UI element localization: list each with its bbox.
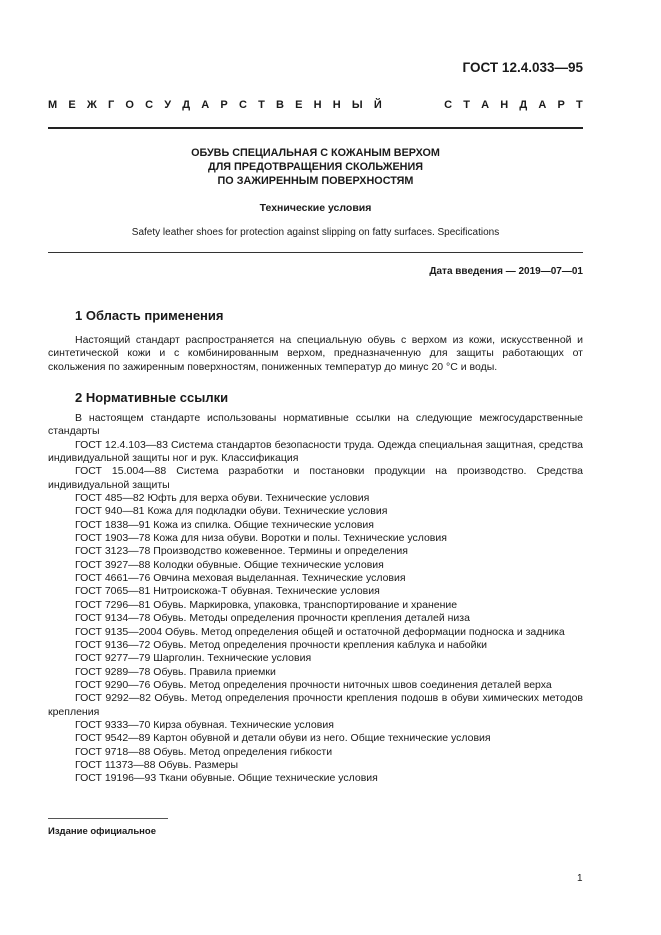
- banner-letter: Г: [107, 99, 115, 111]
- reference-item: ГОСТ 11373—88 Обувь. Размеры: [75, 758, 239, 771]
- banner-letter: Н: [313, 99, 322, 111]
- reference-item: ГОСТ 1903—78 Кожа для низа обуви. Воротки и полы. Технические условия: [75, 532, 447, 545]
- banner-letter: Е: [68, 99, 76, 111]
- banner-letter: Й: [373, 99, 382, 111]
- title-line: ПО ЗАЖИРЕННЫМ ПОВЕРХНОСТЯМ: [217, 175, 414, 187]
- banner-letter: Т: [258, 99, 265, 111]
- reference-item: ГОСТ 19196—93 Ткани обувные. Общие технические условия: [75, 772, 378, 785]
- banner-letter: А: [481, 99, 490, 111]
- title-rule: [48, 252, 583, 253]
- reference-item: ГОСТ 7296—81 Обувь. Маркировка, упаковка, транспортирование и хранение: [75, 598, 458, 611]
- banner-letter: С: [238, 99, 247, 111]
- title-line: ОБУВЬ СПЕЦИАЛЬНАЯ С КОЖАНЫМ ВЕРХОМ: [191, 147, 440, 159]
- reference-item: ГОСТ 9290—76 Обувь. Метод определения прочности ниточных швов соединения деталей верха: [75, 678, 552, 691]
- normative-references-list: [48, 412, 583, 786]
- reference-item: ГОСТ 9289—78 Обувь. Правила приемки: [75, 665, 276, 678]
- reference-item: ГОСТ 9134—78 Обувь. Методы определения прочности крепления деталей низа: [75, 612, 470, 625]
- banner-letter: М: [48, 99, 58, 111]
- reference-item: ГОСТ 3123—78 Производство кожевенное. Термины и определения: [75, 545, 408, 558]
- reference-item: ГОСТ 940—81 Кожа для подкладки обуви. Технические условия: [75, 505, 388, 518]
- banner-letter: Т: [463, 99, 470, 111]
- title-line: ДЛЯ ПРЕДОТВРАЩЕНИЯ СКОЛЬЖЕНИЯ: [208, 161, 423, 173]
- reference-item: ГОСТ 9136—72 Обувь. Метод определения прочности крепления каблука и набойки: [75, 638, 487, 651]
- page-number: 1: [577, 873, 583, 884]
- reference-item: ГОСТ 12.4.103—83 Система стандартов безопасности труда. Одежда специальная защитная, средства индивидуальной защиты ног и рук. Классификация: [48, 438, 583, 465]
- banner-letter: У: [164, 99, 172, 111]
- introduction-date: Дата введения — 2019—07—01: [429, 266, 583, 277]
- reference-item: ГОСТ 9333—70 Кирза обувная. Технические условия: [75, 718, 334, 731]
- english-title: Safety leather shoes for protection against slipping on fatty surfaces. Specifications: [131, 227, 500, 238]
- document-title: [48, 146, 583, 188]
- reference-item: ГОСТ 9542—89 Картон обувной и детали обуви из него. Общие технические условия: [75, 732, 491, 745]
- section-2-heading: 2 Нормативные ссылки: [75, 390, 229, 405]
- paragraph: В настоящем стандарте использованы нормативные ссылки на следующие межгосударственные стандарты: [48, 412, 583, 438]
- reference-item: ГОСТ 4661—76 Овчина меховая выделанная. Технические условия: [75, 572, 406, 585]
- banner-letter: Т: [576, 99, 583, 111]
- banner-letter: А: [201, 99, 210, 111]
- banner-letter: Р: [557, 99, 565, 111]
- reference-item: ГОСТ 9718—88 Обувь. Метод определения гибкости: [75, 745, 333, 758]
- banner-letter: С: [145, 99, 154, 111]
- document-subtitle: Технические условия: [259, 202, 372, 214]
- banner-letter: Е: [295, 99, 303, 111]
- interstate-standard-banner: [48, 99, 583, 111]
- section-1-body: [48, 334, 583, 374]
- reference-item: ГОСТ 485—82 Юфть для верха обуви. Технические условия: [75, 492, 370, 505]
- banner-letter: А: [538, 99, 547, 111]
- banner-letter: Ж: [86, 99, 97, 111]
- reference-item: ГОСТ 7065—81 Нитроискожа-Т обувная. Технические условия: [75, 585, 380, 598]
- banner-gap: [393, 99, 433, 111]
- section-1-heading: 1 Область применения: [75, 308, 224, 323]
- reference-item: ГОСТ 1838—91 Кожа из спилка. Общие технические условия: [75, 518, 374, 531]
- banner-letter: Д: [182, 99, 191, 111]
- reference-item: ГОСТ 15.004—88 Система разработки и постановки продукции на производство. Средства индивидуальной защиты: [48, 465, 583, 491]
- banner-letter: В: [275, 99, 284, 111]
- document-code: ГОСТ 12.4.033—95: [462, 60, 583, 75]
- header-rule: [48, 127, 583, 129]
- banner-letter: Ы: [351, 99, 363, 111]
- official-edition-label: Издание официальное: [48, 826, 156, 837]
- banner-letter: Д: [519, 99, 528, 111]
- banner-letter: Н: [500, 99, 509, 111]
- paragraph: Настоящий стандарт распространяется на специальную обувь с верхом из кожи, искусственной и синтетической кожи и с комбинированным верхом, предназначенную для защиты работающих от скольжения по зажиренным поверхностям, пониженных температур до минус 20 °С и воды.: [48, 334, 583, 373]
- banner-letter: О: [125, 99, 134, 111]
- footer-rule: [48, 818, 168, 819]
- banner-letter: С: [444, 99, 453, 111]
- banner-letter: Р: [220, 99, 228, 111]
- reference-item: ГОСТ 9135—2004 Обувь. Метод определения общей и остаточной деформации подноска и задника: [75, 625, 565, 638]
- reference-item: ГОСТ 3927—88 Колодки обувные. Общие технические условия: [75, 558, 384, 571]
- banner-letter: Н: [332, 99, 341, 111]
- reference-item: ГОСТ 9292—82 Обувь. Метод определения прочности крепления подошв в обуви химических методов крепления: [48, 692, 583, 718]
- reference-item: ГОСТ 9277—79 Шарголин. Технические условия: [75, 652, 312, 665]
